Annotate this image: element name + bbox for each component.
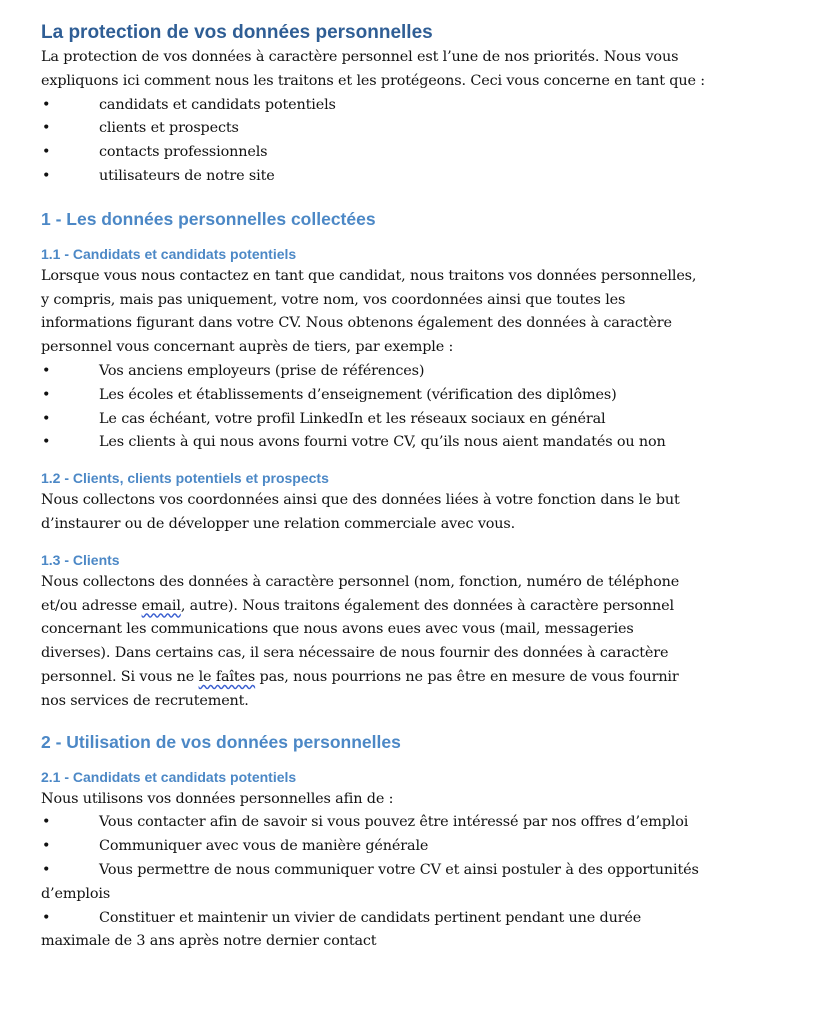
paragraph-line: Nous collectons vos coordonnées ainsi que des données liées à votre fonction dans le but bbox=[41, 492, 680, 509]
list-item-text: Les écoles et établissements d’enseignement (vérification des diplômes) bbox=[99, 386, 617, 403]
bullet-icon: • bbox=[42, 96, 51, 113]
page-title: La protection de vos données personnelles bbox=[41, 22, 433, 43]
paragraph-line: concernant les communications que nous avons eues avec vous (mail, messageries bbox=[41, 621, 634, 638]
paragraph-line: informations figurant dans votre CV. Nous obtenons également des données à caractère bbox=[41, 315, 672, 332]
list-item-text: Constituer et maintenir un vivier de candidats pertinent pendant une durée bbox=[99, 909, 642, 926]
subsection-heading: 1.3 - Clients bbox=[41, 551, 120, 568]
text-run: , autre). Nous traitons également des données à caractère personnel bbox=[180, 597, 674, 614]
bullet-icon: • bbox=[42, 167, 51, 184]
text-run: personnel. Si vous ne bbox=[41, 668, 199, 685]
list-item bbox=[41, 859, 824, 883]
list-item-text: Vous permettre de nous communiquer votre CV et ainsi postuler à des opportunités bbox=[99, 861, 699, 878]
list-item-text: clients et prospects bbox=[99, 120, 239, 137]
bullet-icon: • bbox=[42, 909, 51, 926]
paragraph-line: d’instaurer ou de développer une relation commerciale avec vous. bbox=[41, 515, 516, 532]
paragraph-line: Nous utilisons vos données personnelles afin de : bbox=[41, 790, 394, 807]
text-run: pas, nous pourrions ne pas être en mesure de vous fournir bbox=[255, 668, 679, 685]
list-item bbox=[41, 835, 824, 859]
subsection-heading: 1.1 - Candidats et candidats potentiels bbox=[41, 245, 297, 262]
bullet-icon: • bbox=[42, 434, 51, 451]
bullet-icon: • bbox=[42, 861, 51, 878]
list-item-text: contacts professionnels bbox=[99, 144, 268, 161]
bullet-icon: • bbox=[42, 386, 51, 403]
intro-line: La protection de vos données à caractère personnel est l’une de nos priorités. Nous vous bbox=[41, 49, 679, 65]
bullet-icon: • bbox=[42, 410, 51, 427]
paragraph-line: Nous collectons des données à caractère personnel (nom, fonction, numéro de téléphone bbox=[41, 573, 680, 590]
paragraph-line: maximale de 3 ans après notre dernier contact bbox=[41, 933, 377, 950]
paragraph-line bbox=[41, 595, 824, 619]
list-item-text: utilisateurs de notre site bbox=[99, 167, 275, 184]
paragraph-line: nos services de recrutement. bbox=[41, 692, 249, 709]
list-item bbox=[41, 384, 824, 408]
list-item-text: Vous contacter afin de savoir si vous pouvez être intéressé par nos offres d’emploi bbox=[99, 814, 689, 831]
list-item bbox=[41, 94, 824, 118]
list-item-text: candidats et candidats potentiels bbox=[99, 96, 336, 113]
list-item bbox=[41, 907, 824, 931]
subsection-heading: 1.2 - Clients, clients potentiels et prospects bbox=[41, 470, 329, 487]
list-item-text: Le cas échéant, votre profil LinkedIn et les réseaux sociaux en général bbox=[99, 410, 606, 427]
section-heading: 2 - Utilisation de vos données personnelles bbox=[41, 731, 401, 752]
list-item bbox=[41, 811, 824, 835]
list-item-text: Vos anciens employeurs (prise de références) bbox=[99, 362, 425, 379]
subsection-heading: 2.1 - Candidats et candidats potentiels bbox=[41, 768, 297, 785]
paragraph-line: personnel vous concernant auprès de tiers, par exemple : bbox=[41, 339, 454, 356]
list-item-text: Les clients à qui nous avons fourni votre CV, qu’ils nous aient mandatés ou non bbox=[99, 434, 666, 451]
list-item bbox=[41, 360, 824, 384]
paragraph-line: d’emplois bbox=[41, 885, 111, 902]
spellcheck-word[interactable]: email bbox=[141, 597, 181, 614]
list-item bbox=[41, 408, 824, 432]
bullet-icon: • bbox=[42, 144, 51, 161]
section-heading: 1 - Les données personnelles collectées bbox=[41, 208, 376, 229]
bullet-icon: • bbox=[42, 838, 51, 855]
list-item bbox=[41, 165, 824, 189]
paragraph-line bbox=[41, 666, 824, 690]
intro-line: expliquons ici comment nous les traitons et les protégeons. Ceci vous concerne en tant que : bbox=[41, 72, 705, 89]
spellcheck-phrase[interactable]: le faîtes bbox=[198, 668, 256, 685]
bullet-icon: • bbox=[42, 362, 51, 379]
list-item-text: Communiquer avec vous de manière générale bbox=[99, 838, 429, 855]
bullet-icon: • bbox=[42, 814, 51, 831]
list-item bbox=[41, 431, 824, 455]
paragraph-line: Lorsque vous nous contactez en tant que candidat, nous traitons vos données personnelles, bbox=[41, 267, 697, 284]
bullet-icon: • bbox=[42, 120, 51, 137]
paragraph-line: diverses). Dans certains cas, il sera nécessaire de nous fournir des données à caractère bbox=[41, 645, 669, 662]
list-item bbox=[41, 141, 824, 165]
list-item bbox=[41, 117, 824, 141]
text-run: et/ou adresse bbox=[41, 597, 142, 614]
paragraph-line: y compris, mais pas uniquement, votre nom, vos coordonnées ainsi que toutes les bbox=[41, 291, 626, 308]
